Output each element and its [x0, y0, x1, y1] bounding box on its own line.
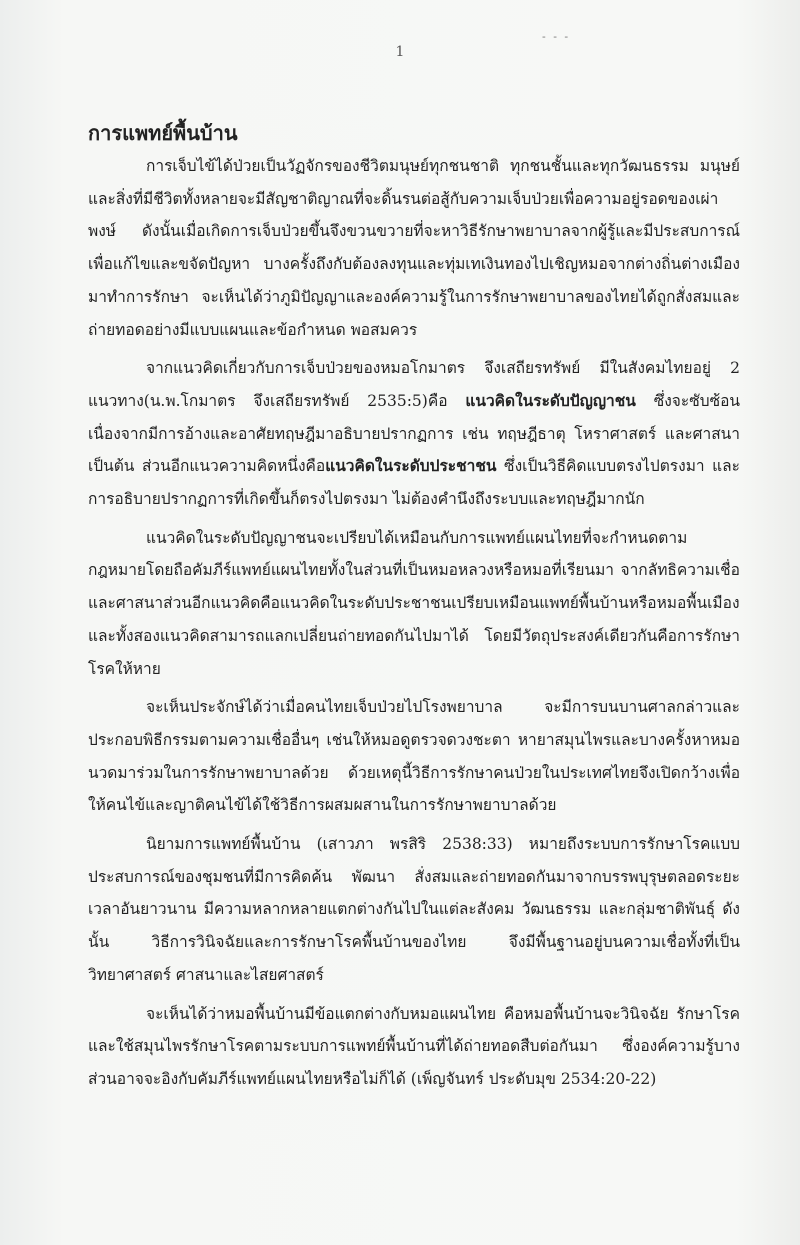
- paragraph-5: นิยามการแพทย์พื้นบ้าน (เสาวภา พรสิริ 2538:33) หมายถึงระบบการรักษาโรคแบบประสบการณ์ของชุมชนที่มีการคิดค้น พัฒนา สั่งสมและถ่ายทอดกันมาจากบรรพบุรุษตลอดระยะเวลาอันยาวนาน มีความหลากหลายแตกต่างกันไปในแต่ละสังคม วัฒนธรรม และกลุ่มชาติพันธุ์ ดังนั้น วิธีการวินิจฉัยและการรักษาโรคพื้นบ้านของไทย จึงมีพื้นฐานอยู่บนความเชื่อทั้งที่เป็นวิทยาศาสตร์ ศาสนาและไสยศาสตร์: [88, 835, 740, 984]
- intellectual-concept-term: แนวคิดในระดับปัญญาชน: [465, 390, 636, 410]
- paragraph-1: การเจ็บไข้ได้ป่วยเป็นวัฏจักรของชีวิตมนุษย์ทุกชนชาติ ทุกชนชั้นและทุกวัฒนธรรม มนุษย์และสิ่งที่มีชีวิตทั้งหลายจะมีสัญชาติญาณที่จะดิ้นรนต่อสู้กับความเจ็บป่วยเพื่อความอยู่รอดของเผ่าพงษ์ ดังนั้นเมื่อเกิดการเจ็บป่วยขึ้นจึงขวนขวายที่จะหาวิธีรักษาพยาบาลจากผู้รู้และมีประสบการณ์ เพื่อแก้ไขและขจัดปัญหา บางครั้งถึงกับต้องลงทุนและทุ่มเทเงินทองไปเชิญหมอจากต่างถิ่นต่างเมืองมาทำการรักษา จะเห็นได้ว่าภูมิปัญญาและองค์ความรู้ในการรักษาพยาบาลของไทยได้ถูกสั่งสมและถ่ายทอดอย่างมีแบบแผนและข้อกำหนด พอสมควร: [88, 157, 740, 339]
- folk-concept-term: แนวคิดในระดับประชาชน: [325, 456, 497, 476]
- paragraph-3: แนวคิดในระดับปัญญาชนจะเปรียบได้เหมือนกับการแพทย์แผนไทยที่จะกำหนดตามกฎหมายโดยถือคัมภีร์แพทย์แผนไทยทั้งในส่วนที่เป็นหมอหลวงหรือหมอที่เรียนมา จากลัทธิความเชื่อและศาสนาส่วนอีกแนวคิดคือแนวคิดในระดับประชาชนเปรียบเหมือนแพทย์พื้นบ้านหรือหมอพื้นเมือง และทั้งสองแนวคิดสามารถแลกเปลี่ยนถ่ายทอดกันไปมาได้ โดยมีวัตถุประสงค์เดียวกันคือการรักษาโรคให้หาย: [88, 528, 740, 678]
- paragraph-6: จะเห็นได้ว่าหมอพื้นบ้านมีข้อแตกต่างกับหมอแผนไทย คือหมอพื้นบ้านจะวินิจฉัย รักษาโรคและใช้สมุนไพรรักษาโรคตามระบบการแพทย์พื้นบ้านที่ได้ถ่ายทอดสืบต่อกันมา ซึ่งองค์ความรู้บางส่วนอาจจะอิงกับคัมภีร์แพทย์แผนไทยหรือไม่ก็ได้ (เพ็ญจันทร์ ประดับมุข 2534:20-22): [88, 1004, 740, 1088]
- document-body: [88, 118, 740, 1096]
- paragraph-2-text-c: ซึ่งจะซับซ้อนเนื่องจากมีการอ้างและอาศัยทฤษฎีมาอธิบายปรากฏการ เช่น ทฤษฎีธาตุ โหราศาสตร์ และศาสนาเป็นต้น ส่วนอีกแนวความคิดหนึ่งคือ: [88, 391, 740, 476]
- corner-mark: - - -: [542, 30, 571, 43]
- section-heading: การแพทย์พื้นบ้าน: [88, 121, 238, 145]
- paragraph-4: จะเห็นประจักษ์ได้ว่าเมื่อคนไทยเจ็บป่วยไปโรงพยาบาล จะมีการบนบานศาลกล่าวและประกอบพิธีกรรมตามความเชื่ออื่นๆ เช่นให้หมอดูตรวจดวงชะตา หายาสมุนไพรและบางครั้งหาหมอนวดมาร่วมในการรักษาพยาบาลด้วย ด้วยเหตุนี้วิธีการรักษาคนป่วยในประเทศไทยจึงเปิดกว้างเพื่อให้คนไข้และญาติคนไข้ได้ใช้วิธีการผสมผสานในการรักษาพยาบาลด้วย: [88, 698, 740, 815]
- paragraph-2-text-a: จากแนวคิดเกี่ยวกับการเจ็บป่วยของหมอโกมาตร จึงเสถียรทรัพย์ มีในสังคมไทยอยู่ 2 แนวทาง(น.พ.โกมาตร จึงเสถียรทรัพย์ 2535:5)คือ: [88, 359, 740, 410]
- paragraph-2: [88, 352, 740, 516]
- paragraph-2-text-e: ซึ่งเป็นวิธีคิดแบบตรงไปตรงมา และการอธิบายปรากฏการที่เกิดขึ้นก็ตรงไปตรงมา ไม่ต้องคำนึงถึงระบบและทฤษฎีมากนัก: [88, 457, 740, 509]
- page-number: 1: [395, 44, 405, 60]
